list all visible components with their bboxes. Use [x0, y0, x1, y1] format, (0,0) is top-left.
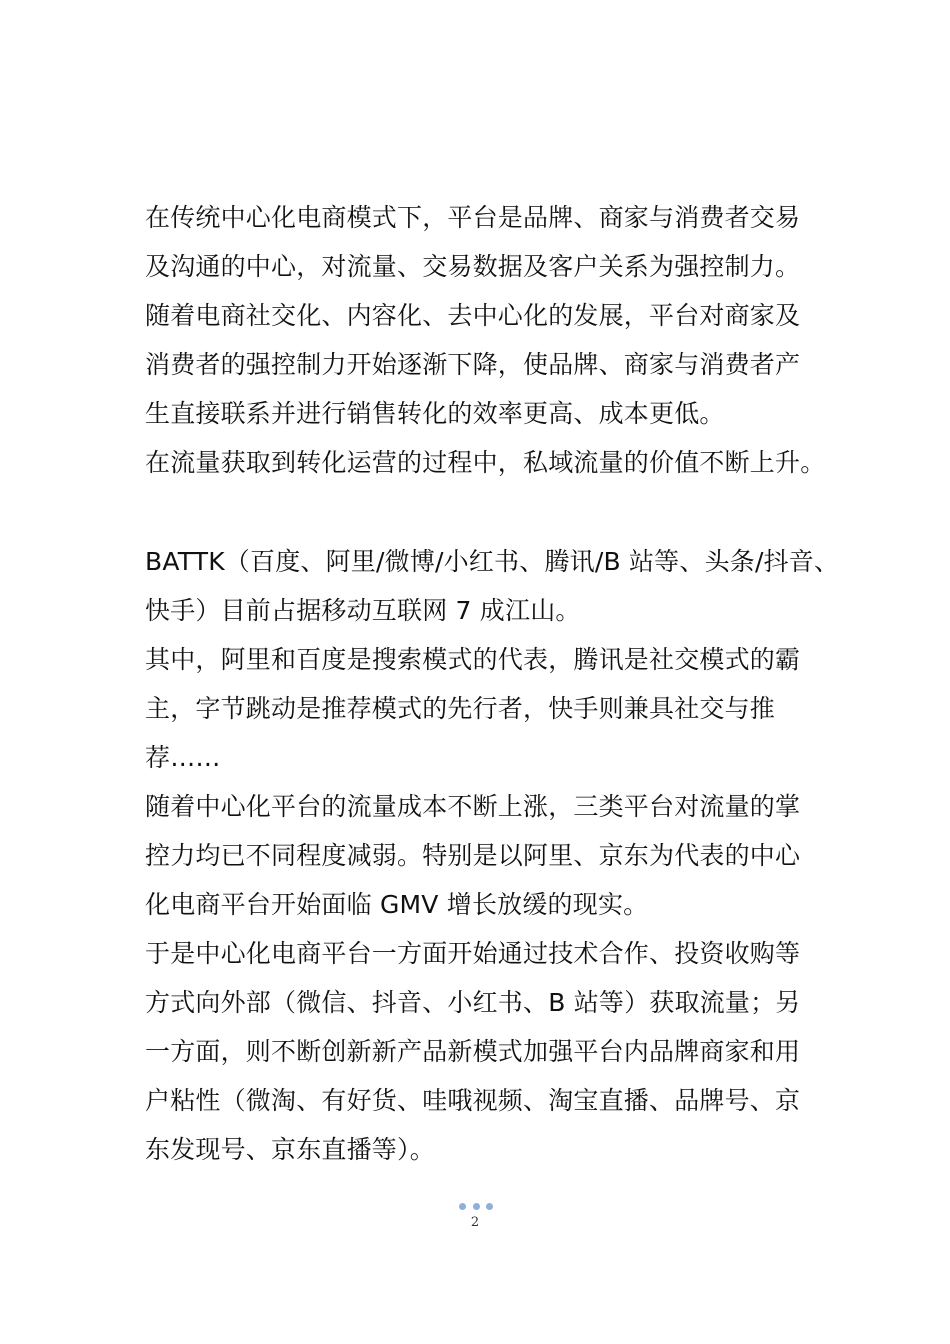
ornament-dot [473, 1203, 480, 1210]
paragraph-4-line-2: 主，字节跳动是推荐模式的先行者，快手则兼具社交与推 [145, 694, 776, 723]
paragraph-6-line-2: 方式向外部（微信、抖音、小红书、B 站等）获取流量；另 [145, 988, 801, 1017]
paragraph-1-line-4: 消费者的强控制力开始逐渐下降，使品牌、商家与消费者产 [145, 350, 801, 379]
paragraph-3-line-2: 快手）目前占据移动互联网 7 成江山。 [145, 596, 581, 625]
paragraph-1-line-1: 在传统中心化电商模式下，平台是品牌、商家与消费者交易 [145, 203, 801, 232]
paragraph-5-line-1: 随着中心化平台的流量成本不断上涨，三类平台对流量的掌 [145, 792, 801, 821]
paragraph-2-line-1: 在流量获取到转化运营的过程中，私域流量的价值不断上升。 [145, 448, 826, 477]
paragraph-1-line-3: 随着电商社交化、内容化、去中心化的发展，平台对商家及 [145, 301, 801, 330]
page-number: 2 [470, 1215, 480, 1230]
paragraph-3-line-1: BATTK（百度、阿里/微博/小红书、腾讯/B 站等、头条/抖音、 [145, 547, 840, 576]
paragraph-6-line-5: 东发现号、京东直播等）。 [145, 1135, 435, 1164]
paragraph-5-line-3: 化电商平台开始面临 GMV 增长放缓的现实。 [145, 890, 649, 919]
paragraph-6-line-1: 于是中心化电商平台一方面开始通过技术合作、投资收购等 [145, 939, 801, 968]
paragraph-4-line-3: 荐…… [145, 743, 221, 772]
paragraph-1-line-2: 及沟通的中心，对流量、交易数据及客户关系为强控制力。 [145, 252, 801, 281]
page-ornament [459, 1202, 493, 1210]
paragraph-4-line-1: 其中，阿里和百度是搜索模式的代表，腾讯是社交模式的霸 [145, 645, 801, 674]
ornament-dot [459, 1203, 466, 1210]
paragraph-1-line-5: 生直接联系并进行销售转化的效率更高、成本更低。 [145, 399, 725, 428]
paragraph-6-line-4: 户粘性（微淘、有好货、哇哦视频、淘宝直播、品牌号、京 [145, 1086, 801, 1115]
paragraph-6-line-3: 一方面，则不断创新新产品新模式加强平台内品牌商家和用 [145, 1037, 801, 1066]
paragraph-5-line-2: 控力均已不同程度减弱。特别是以阿里、京东为代表的中心 [145, 841, 801, 870]
ornament-dot [486, 1203, 493, 1210]
